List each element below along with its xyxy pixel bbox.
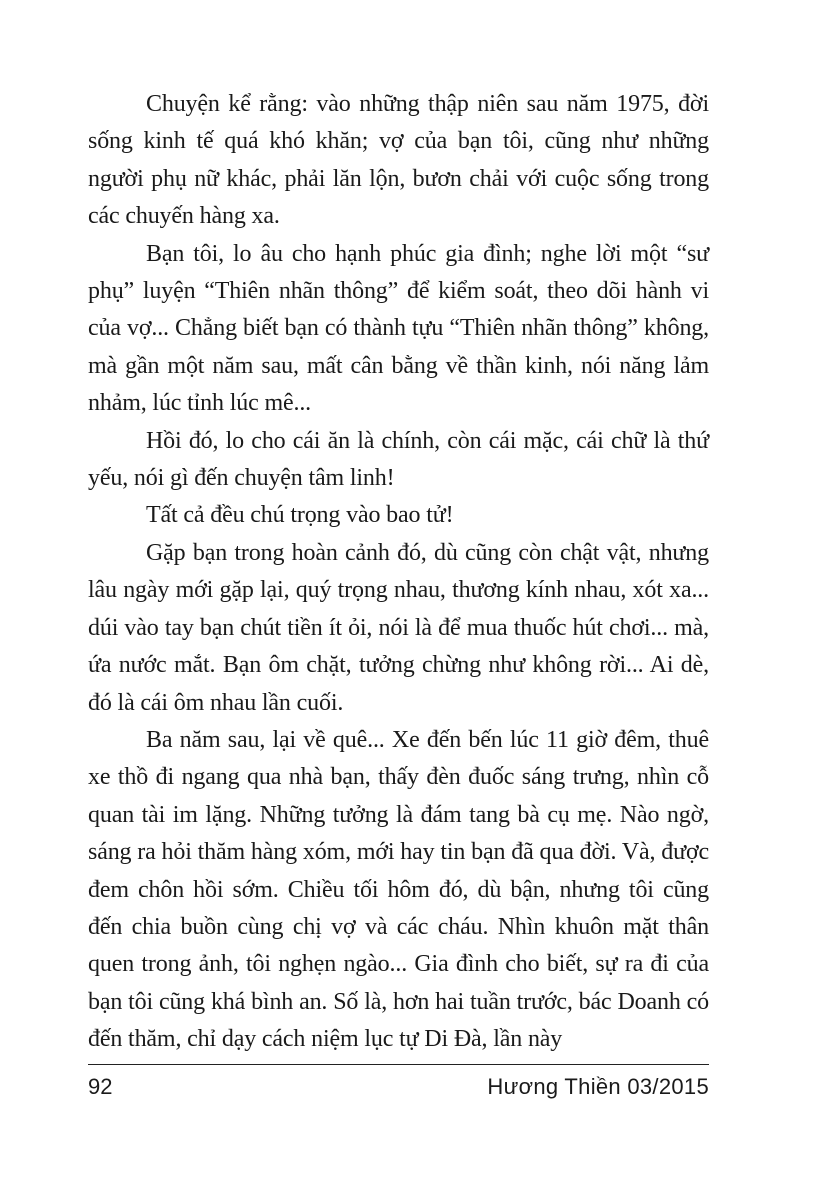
article-body [88, 86, 709, 1059]
paragraph-3: Hồi đó, lo cho cái ăn là chính, còn cái mặc, cái chữ là thứ yếu, nói gì đến chuyện tâm linh! [88, 427, 709, 492]
paragraph-1: Chuyện kể rằng: vào những thập niên sau năm 1975, đời sống kinh tế quá khó khăn; vợ của bạn tôi, cũng như những người phụ nữ khác, phải lăn lộn, bươn chải với cuộc sống trong các chuyến hàng xa. [88, 91, 709, 230]
page-footer [88, 1070, 709, 1104]
paragraph-5: Gặp bạn trong hoàn cảnh đó, dù cũng còn chật vật, nhưng lâu ngày mới gặp lại, quý trọng nhau, thương kính nhau, xót xa... dúi vào tay bạn chút tiền ít ỏi, nói là để mua thuốc hút chơi... mà, ứa nước mắt. Bạn ôm chặt, tưởng chừng như không rời... Ai dè, đó là cái ôm nhau lần cuối. [88, 539, 709, 716]
journal-issue: Hương Thiền 03/2015 [487, 1074, 709, 1099]
paragraph-4: Tất cả đều chú trọng vào bao tử! [146, 502, 454, 529]
page-number: 92 [88, 1074, 113, 1099]
footer-divider [88, 1064, 709, 1065]
paragraph-2: Bạn tôi, lo âu cho hạnh phúc gia đình; nghe lời một “sư phụ” luyện “Thiên nhãn thông” để kiểm soát, theo dõi hành vi của vợ... Chẳng biết bạn có thành tựu “Thiên nhãn thông” không, mà gần một năm sau, mất cân bằng về thần kinh, nói năng lảm nhảm, lúc tỉnh lúc mê... [88, 240, 709, 417]
paragraph-6: Ba năm sau, lại về quê... Xe đến bến lúc 11 giờ đêm, thuê xe thồ đi ngang qua nhà bạn, thấy đèn đuốc sáng trưng, nhìn cỗ quan tài im lặng. Những tưởng là đám tang bà cụ mẹ. Nào ngờ, sáng ra hỏi thăm hàng xóm, mới hay tin bạn đã qua đời. Và, được đem chôn hồi sớm. Chiều tối hôm đó, dù bận, nhưng tôi cũng đến chia buồn cùng chị vợ và các cháu. Nhìn khuôn mặt thân quen trong ảnh, tôi nghẹn ngào... Gia đình cho biết, sự ra đi của bạn tôi cũng khá bình an. Số là, hơn hai tuần trước, bác Doanh có đến thăm, chỉ dạy cách niệm lục tự Di Đà, lần này [88, 726, 709, 1053]
